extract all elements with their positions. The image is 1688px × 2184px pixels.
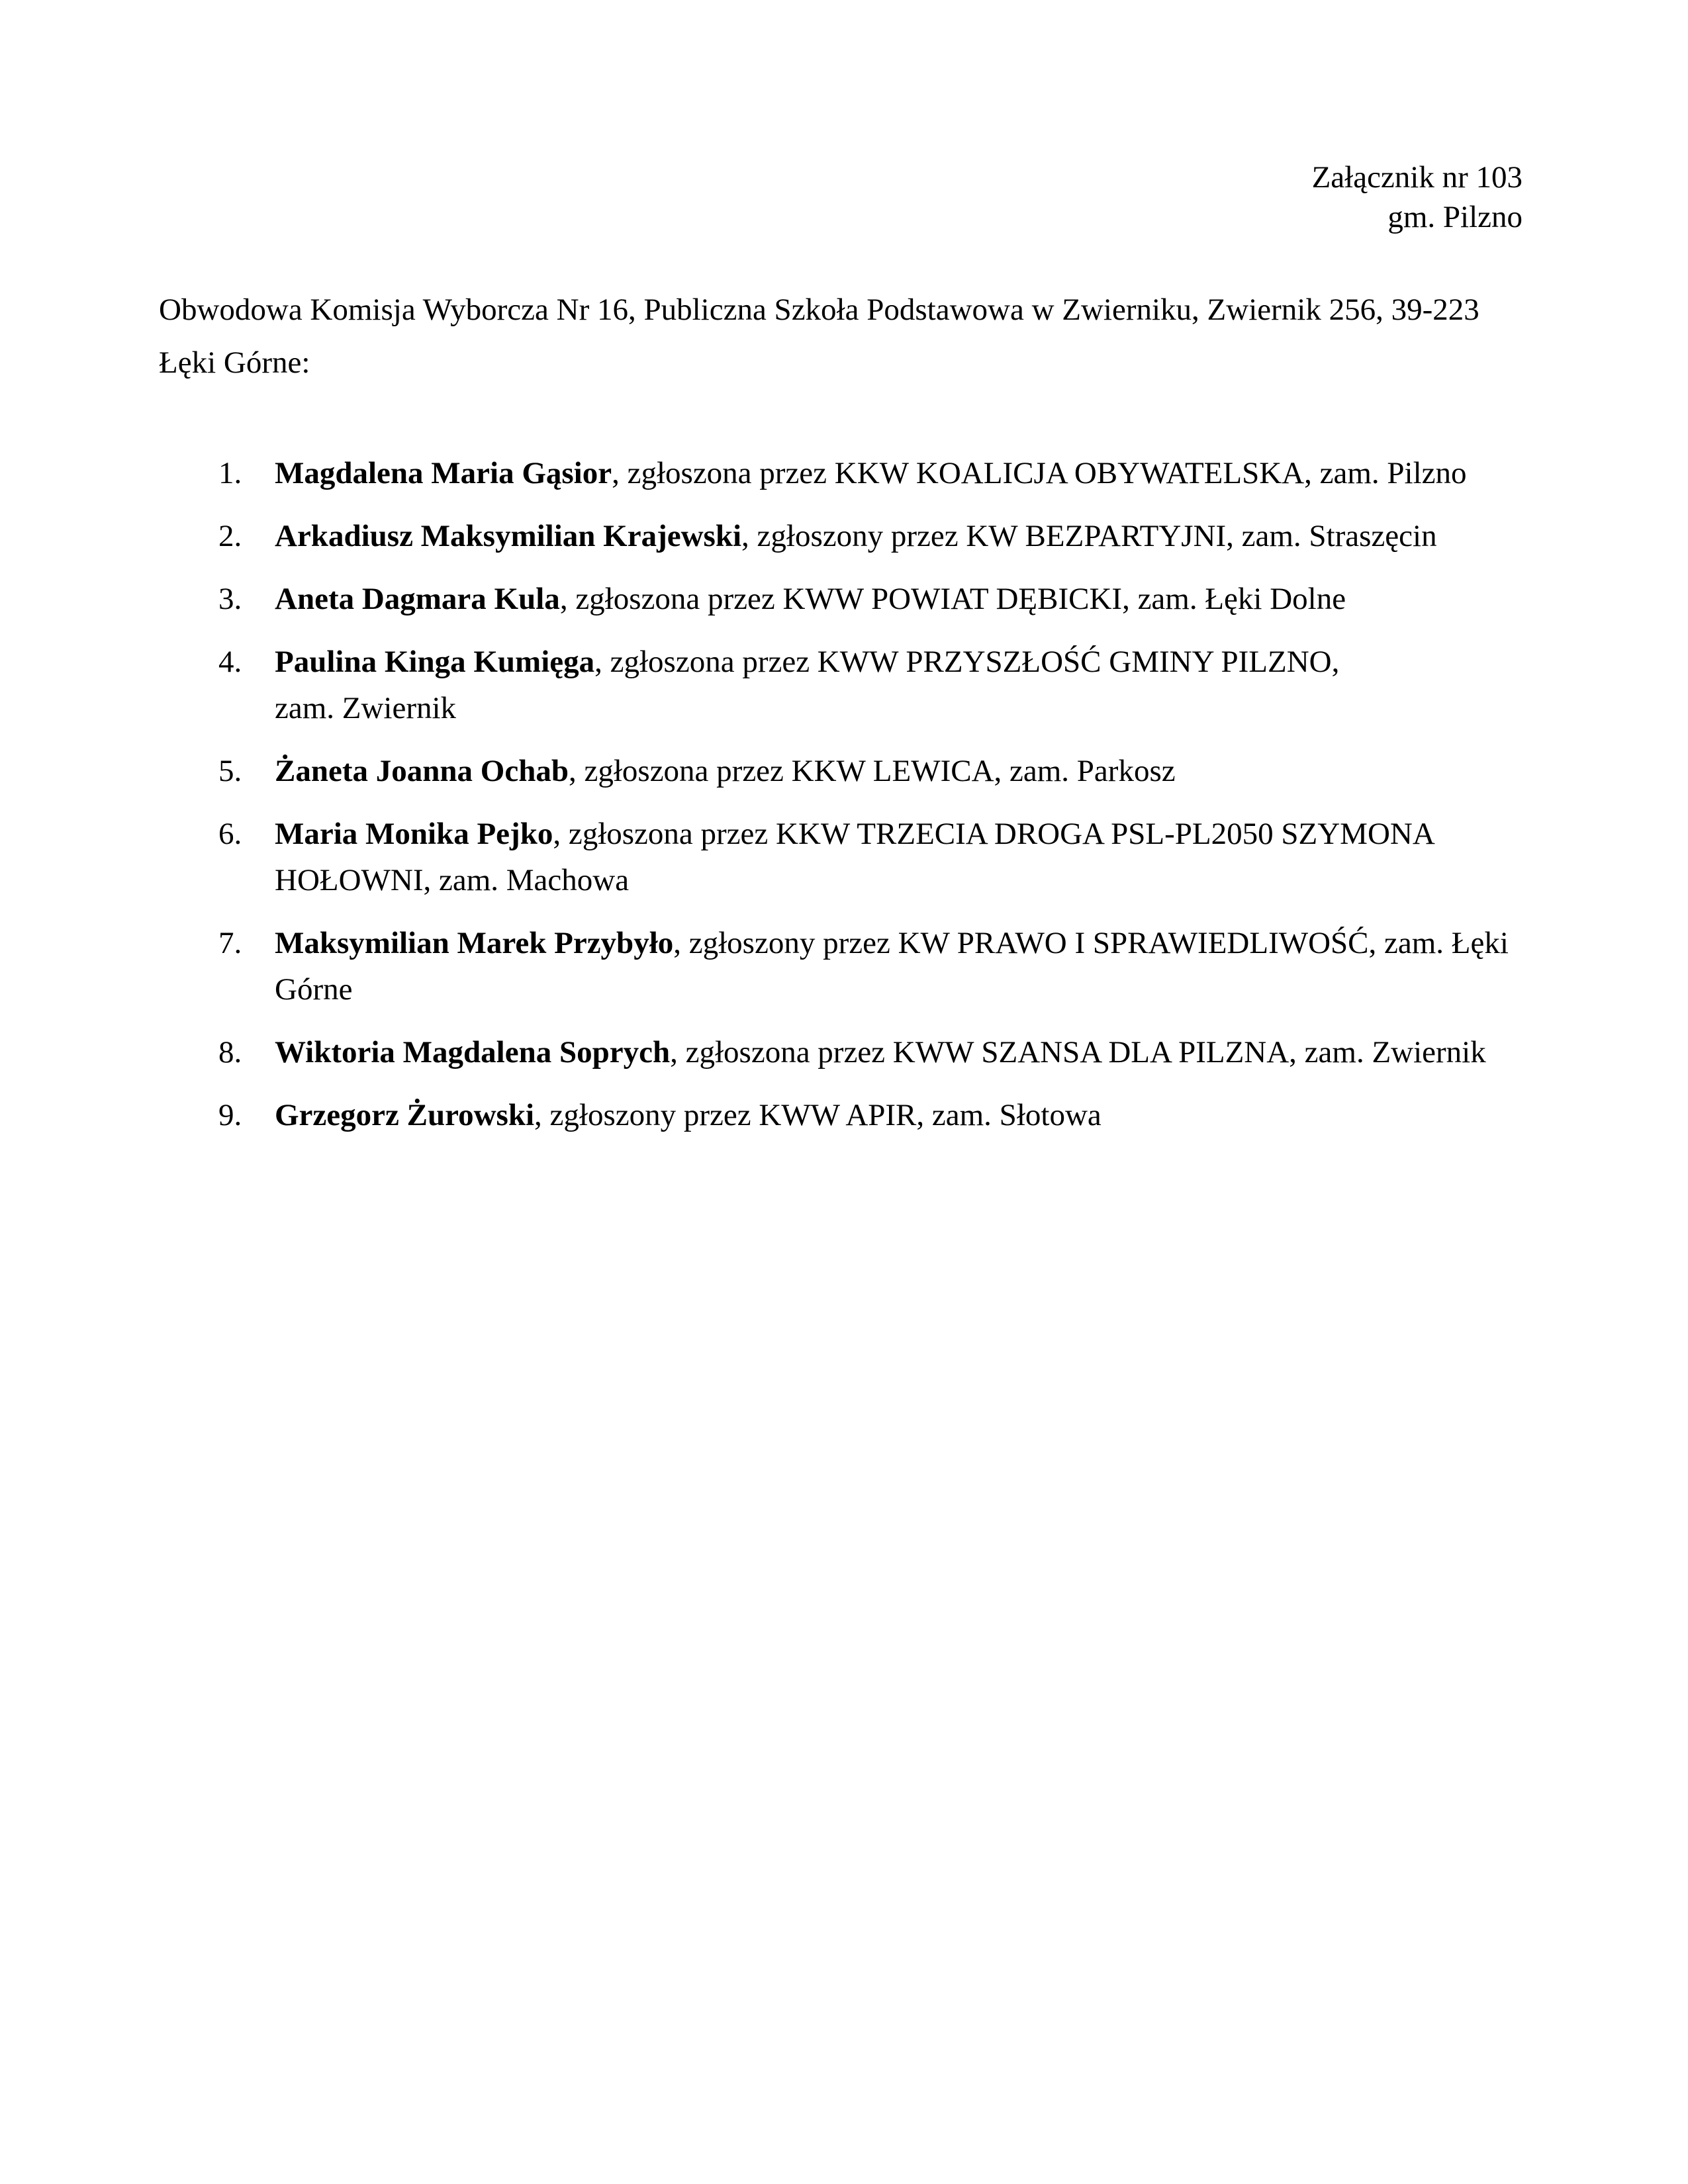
item-line1 [275, 576, 1556, 622]
list-item [218, 576, 1556, 622]
list-item [218, 1092, 1556, 1138]
item-continuation: HOŁOWNI, zam. Machowa [275, 863, 630, 897]
item-number: 4. [218, 645, 242, 679]
commission-intro [159, 283, 1479, 389]
list-item [218, 748, 1556, 794]
member-details: , zgłoszony przez KWW APIR, zam. Słotowa [534, 1098, 1102, 1132]
list-item [218, 513, 1556, 559]
item-content [275, 450, 1556, 496]
member-name: Paulina Kinga Kumięga [275, 645, 595, 679]
list-item [218, 920, 1556, 1013]
item-number: 6. [218, 817, 242, 851]
item-number: 2. [218, 519, 242, 553]
municipality-label: gm. Pilzno [1387, 200, 1523, 234]
item-line1 [275, 450, 1556, 496]
item-number: 1. [218, 456, 242, 490]
member-name: Magdalena Maria Gąsior [275, 456, 612, 490]
item-content [275, 1029, 1556, 1075]
item-line1 [275, 639, 1556, 685]
item-line1 [275, 1092, 1556, 1138]
list-item [218, 450, 1556, 496]
attachment-header [159, 158, 1523, 237]
item-number: 3. [218, 582, 242, 616]
member-details: , zgłoszony przez KW PRAWO I SPRAWIEDLIWOŚĆ, zam. Łęki [673, 926, 1509, 960]
item-line1 [275, 513, 1556, 559]
attachment-number: Załącznik nr 103 [1311, 160, 1523, 195]
member-name: Grzegorz Żurowski [275, 1098, 535, 1132]
item-number: 7. [218, 926, 242, 960]
item-line1 [275, 748, 1556, 794]
item-content [275, 1092, 1556, 1138]
members-list [218, 450, 1556, 1155]
item-line1 [275, 920, 1556, 966]
item-content [275, 576, 1556, 622]
item-continuation: zam. Zwiernik [275, 691, 457, 725]
list-item [218, 811, 1556, 903]
item-number: 9. [218, 1098, 242, 1132]
commission-intro-line2: Łęki Górne: [159, 345, 310, 380]
member-details: , zgłoszona przez KKW TRZECIA DROGA PSL-PL2050 SZYMONA [553, 817, 1435, 851]
item-content [275, 920, 1556, 1013]
member-details: , zgłoszona przez KWW POWIAT DĘBICKI, zam. Łęki Dolne [559, 582, 1346, 616]
member-name: Arkadiusz Maksymilian Krajewski [275, 519, 742, 553]
member-name: Żaneta Joanna Ochab [275, 754, 569, 788]
item-line1 [275, 811, 1556, 857]
member-name: Wiktoria Magdalena Soprych [275, 1035, 671, 1069]
item-content [275, 513, 1556, 559]
commission-intro-line1: Obwodowa Komisja Wyborcza Nr 16, Publiczna Szkoła Podstawowa w Zwierniku, Zwiernik 256, 39-223 [159, 293, 1479, 327]
list-item [218, 1029, 1556, 1075]
item-line1 [275, 1029, 1556, 1075]
member-name: Aneta Dagmara Kula [275, 582, 560, 616]
item-content [275, 811, 1556, 903]
member-details: , zgłoszona przez KWW SZANSA DLA PILZNA, zam. Zwiernik [670, 1035, 1486, 1069]
item-number: 8. [218, 1035, 242, 1069]
item-number: 5. [218, 754, 242, 788]
member-details: , zgłoszona przez KKW LEWICA, zam. Parkosz [568, 754, 1176, 788]
member-details: , zgłoszona przez KKW KOALICJA OBYWATELSKA, zam. Pilzno [612, 456, 1467, 490]
item-content [275, 639, 1556, 731]
item-continuation: Górne [275, 972, 353, 1007]
member-name: Maksymilian Marek Przybyło [275, 926, 674, 960]
member-details: , zgłoszona przez KWW PRZYSZŁOŚĆ GMINY PILZNO, [594, 645, 1340, 679]
item-content [275, 748, 1556, 794]
member-name: Maria Monika Pejko [275, 817, 553, 851]
member-details: , zgłoszony przez KW BEZPARTYJNI, zam. Straszęcin [741, 519, 1437, 553]
list-item [218, 639, 1556, 731]
